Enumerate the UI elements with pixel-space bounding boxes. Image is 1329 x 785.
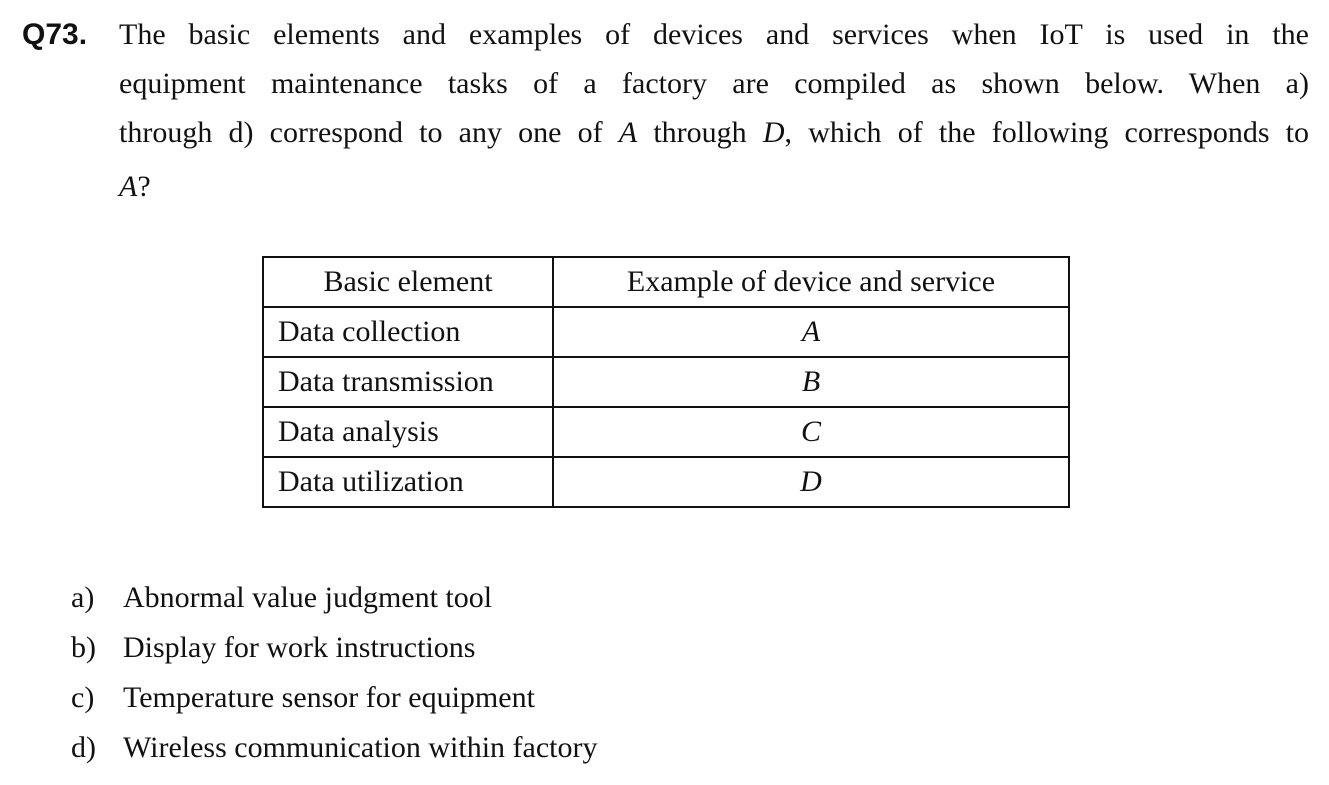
table-cell-element: Data utilization: [263, 457, 553, 507]
question-number: Q73.: [22, 18, 88, 51]
question-text: through: [653, 116, 747, 149]
option-letter: d): [71, 731, 96, 764]
table-header-row: [263, 257, 1069, 307]
table-cell-example: C: [553, 407, 1069, 457]
table-cell-example: D: [553, 457, 1069, 507]
option-b: [71, 629, 475, 667]
table-cell-example: A: [553, 307, 1069, 357]
table-row: [263, 457, 1069, 507]
variable-d: D: [762, 116, 785, 149]
option-d: [71, 729, 598, 767]
option-a: [71, 579, 492, 617]
variable-a: A: [119, 170, 138, 203]
column-header-example: Example of device and service: [553, 257, 1069, 307]
option-text: Display for work instructions: [123, 631, 476, 664]
table-cell-element: Data transmission: [263, 357, 553, 407]
table-row: [263, 307, 1069, 357]
table-row: [263, 407, 1069, 457]
question-line-2: equipment maintenance tasks of a factory are compiled as shown below. When a): [119, 67, 1309, 100]
option-text: Abnormal value judgment tool: [123, 581, 493, 614]
elements-table: [262, 256, 1070, 508]
variable-a: A: [618, 116, 638, 149]
option-letter: b): [71, 631, 96, 664]
question-line-4: [119, 168, 1309, 206]
question-text: through d) correspond to any one of: [119, 116, 603, 149]
question-line-1: The basic elements and examples of devices and services when IoT is used in the: [119, 18, 1309, 51]
question-mark: ?: [137, 170, 151, 203]
option-text: Temperature sensor for equipment: [123, 681, 535, 714]
table-cell-example: B: [553, 357, 1069, 407]
option-text: Wireless communication within factory: [123, 731, 598, 764]
table-row: [263, 357, 1069, 407]
question-line-3: [119, 114, 1309, 152]
table-cell-element: Data analysis: [263, 407, 553, 457]
option-letter: a): [71, 581, 95, 614]
option-letter: c): [71, 681, 95, 714]
option-c: [71, 679, 535, 717]
question-text: , which of the following corresponds to: [784, 116, 1310, 149]
column-header-basic-element: Basic element: [263, 257, 553, 307]
table-cell-element: Data collection: [263, 307, 553, 357]
